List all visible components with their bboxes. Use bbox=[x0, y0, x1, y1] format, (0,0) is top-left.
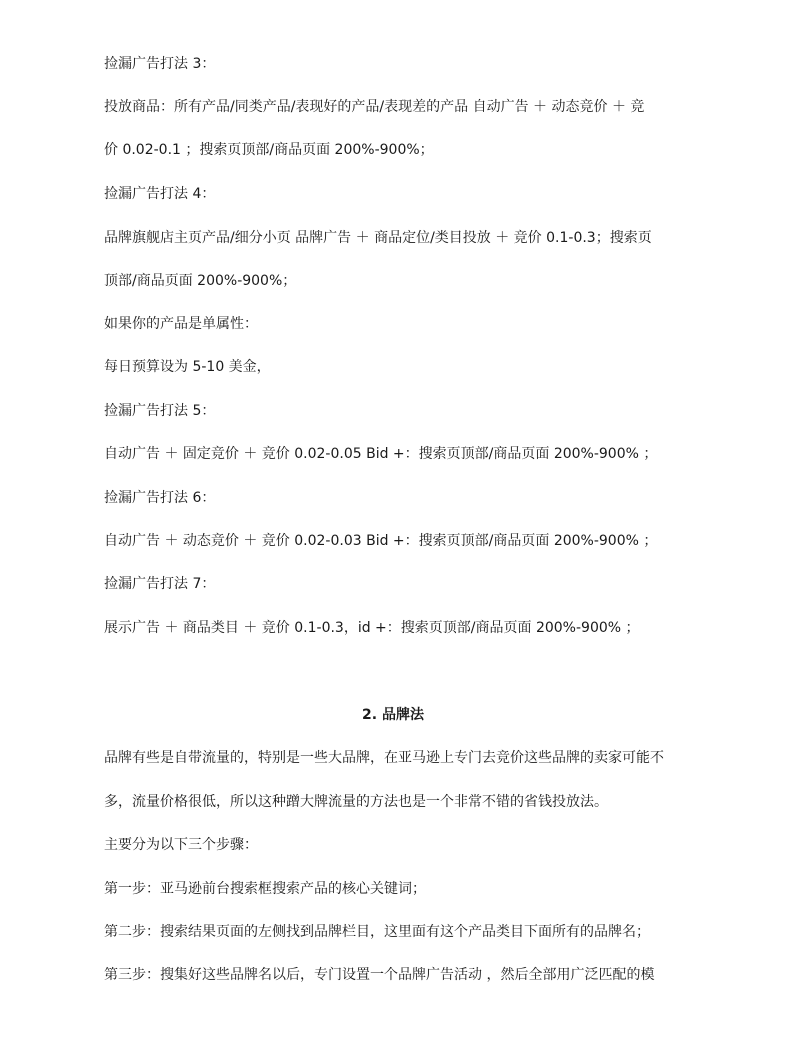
paragraph-line: 捡漏广告打法 6： bbox=[104, 490, 216, 506]
paragraph-line: 捡漏广告打法 4： bbox=[104, 186, 216, 202]
paragraph-line: 价 0.02-0.1 ；搜索页顶部/商品页面 200%-900%； bbox=[104, 142, 434, 158]
paragraph-line: 自动广告 ＋ 动态竞价 ＋ 竞价 0.02-0.03 Bid +：搜索页顶部/商品页面 200%-900% ； bbox=[104, 533, 658, 549]
paragraph-line: 如果你的产品是单属性： bbox=[104, 316, 258, 332]
paragraph-line: 第三步：搜集好这些品牌名以后，专门设置一个品牌广告活动 ，然后全部用广泛匹配的模 bbox=[104, 967, 655, 983]
section-heading: 2. 品牌法 bbox=[362, 707, 424, 723]
paragraph-line: 品牌旗舰店主页产品/细分小页 品牌广告 ＋ 商品定位/类目投放 ＋ 竞价 0.1-0.3；搜索页 bbox=[104, 230, 652, 246]
paragraph-line: 顶部/商品页面 200%-900%； bbox=[104, 273, 297, 289]
paragraph-line: 捡漏广告打法 3： bbox=[104, 56, 216, 72]
paragraph-line: 多，流量价格很低，所以这种蹭大牌流量的方法也是一个非常不错的省钱投放法。 bbox=[104, 794, 608, 810]
paragraph-line: 展示广告 ＋ 商品类目 ＋ 竞价 0.1-0.3，id +：搜索页顶部/商品页面 200%-900% ； bbox=[104, 620, 640, 636]
paragraph-line: 主要分为以下三个步骤： bbox=[104, 837, 258, 853]
paragraph-line: 投放商品：所有产品/同类产品/表现好的产品/表现差的产品 自动广告 ＋ 动态竞价 ＋ 竞 bbox=[104, 99, 645, 115]
paragraph-line: 捡漏广告打法 5： bbox=[104, 403, 216, 419]
paragraph-line: 第一步：亚马逊前台搜索框搜索产品的核心关键词； bbox=[104, 881, 426, 897]
paragraph-line: 每日预算设为 5-10 美金， bbox=[104, 359, 271, 375]
paragraph-line: 品牌有些是自带流量的，特别是一些大品牌，在亚马逊上专门去竞价这些品牌的卖家可能不 bbox=[104, 750, 664, 766]
paragraph-line: 第二步：搜索结果页面的左侧找到品牌栏目，这里面有这个产品类目下面所有的品牌名； bbox=[104, 924, 650, 940]
paragraph-line: 捡漏广告打法 7： bbox=[104, 576, 216, 592]
paragraph-line: 自动广告 ＋ 固定竞价 ＋ 竞价 0.02-0.05 Bid +：搜索页顶部/商品页面 200%-900% ； bbox=[104, 446, 658, 462]
